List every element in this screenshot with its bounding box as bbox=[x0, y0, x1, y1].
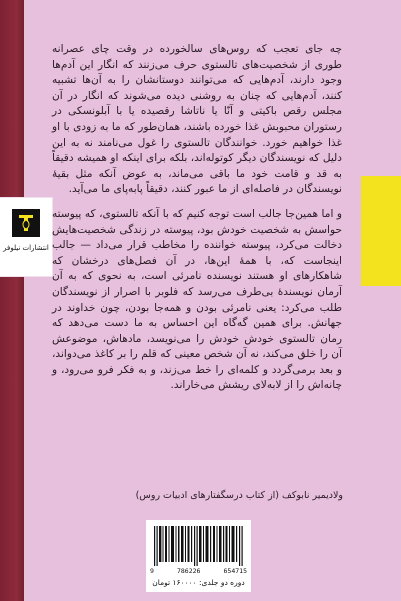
barcode-digit-left: 9 bbox=[150, 567, 154, 575]
book-spine bbox=[0, 0, 24, 601]
barcode-digit-right: 654715 bbox=[223, 567, 247, 575]
yellow-accent-strip bbox=[361, 176, 401, 286]
publisher-logo-icon bbox=[11, 208, 41, 238]
publisher-name: انتشارات نیلوفر bbox=[3, 244, 49, 252]
blurb-paragraph-2: و اما همین‌جا جالب است توجه کنیم که با آنکه تالستوی، که پیوسته حواسش به شخصیت خودش بود، پیوسته در زندگی شخصیت‌هایش دخالت می‌کرد، پیوسته خواننده را مخاطب قرار می‌داد — جالب اینجاست که، با همهٔ این‌ها، در آن فصل‌های درخشان که شاهکارهای او هستند نویسنده نامرئی است، به نحوی که به آن آرمان نویسندهٔ بی‌طرف می‌رسد که فلوبر با اصرار از نویسندگان طلب می‌کرد: یعنی نامرئی بودن و همه‌جا بودن، چون خداوند در جهانش. برای همین گه‌گاه این احساس به ما دست می‌دهد که رمان تالستوی خودش خودش را می‌نویسد، مادهاش، موضوعش آن را خلق می‌کند، نه آن شخص معینی که قلم را بر کاغذ می‌دواند، و بعد برمی‌گردد و کلمه‌ای را خط می‌زند، و به فکر فرو می‌رود، و چانه‌اش را از لابه‌لای ریشش می‌خاراند. bbox=[52, 207, 342, 392]
barcode-digits bbox=[150, 567, 247, 575]
blurb-text bbox=[52, 42, 342, 394]
quote-attribution: ولادیمیر نابوکف (از کتاب درسگفتارهای ادبیات روس) bbox=[135, 490, 343, 501]
isbn-barcode bbox=[146, 520, 251, 592]
barcode-icon bbox=[152, 526, 245, 566]
price-label: دوره دو جلدی: ۱۶۰۰۰۰ تومان bbox=[152, 578, 245, 587]
publisher-logo-box bbox=[0, 198, 52, 276]
blurb-paragraph-1: چه جای تعجب که روس‌های سالخورده در وقت چای عصرانه طوری از شخصیت‌های تالستوی حرف می‌زنند که انگار این آدم‌ها وجود دارند، آدم‌هایی که می‌توانند دوستانشان را به آن‌ها تشبیه کنند، آدم‌هایی که چنان به روشنی دیده می‌شوند که انگار در آن مجلس رقص باکیتی و آنّا یا ناتاشا رقصیده یا با آبلونسکی در رستوران محبوبش غذا خورده باشند، همان‌طور که ما به زودی با او غذا خواهیم خورد. خوانندگان تالستوی را غول می‌نامند نه به این دلیل که نویسندگان دیگر کوتوله‌اند، بلکه برای اینکه او همیشه دقیقاً به قد و قامت خود ما باقی می‌ماند، به عوض آنکه مثل بقیهٔ نویسندگان در فاصله‌ای از ما عبور کنند، دقیقاً پابه‌پای ما می‌آید. bbox=[52, 43, 342, 196]
barcode-digit-mid: 786226 bbox=[176, 567, 201, 575]
